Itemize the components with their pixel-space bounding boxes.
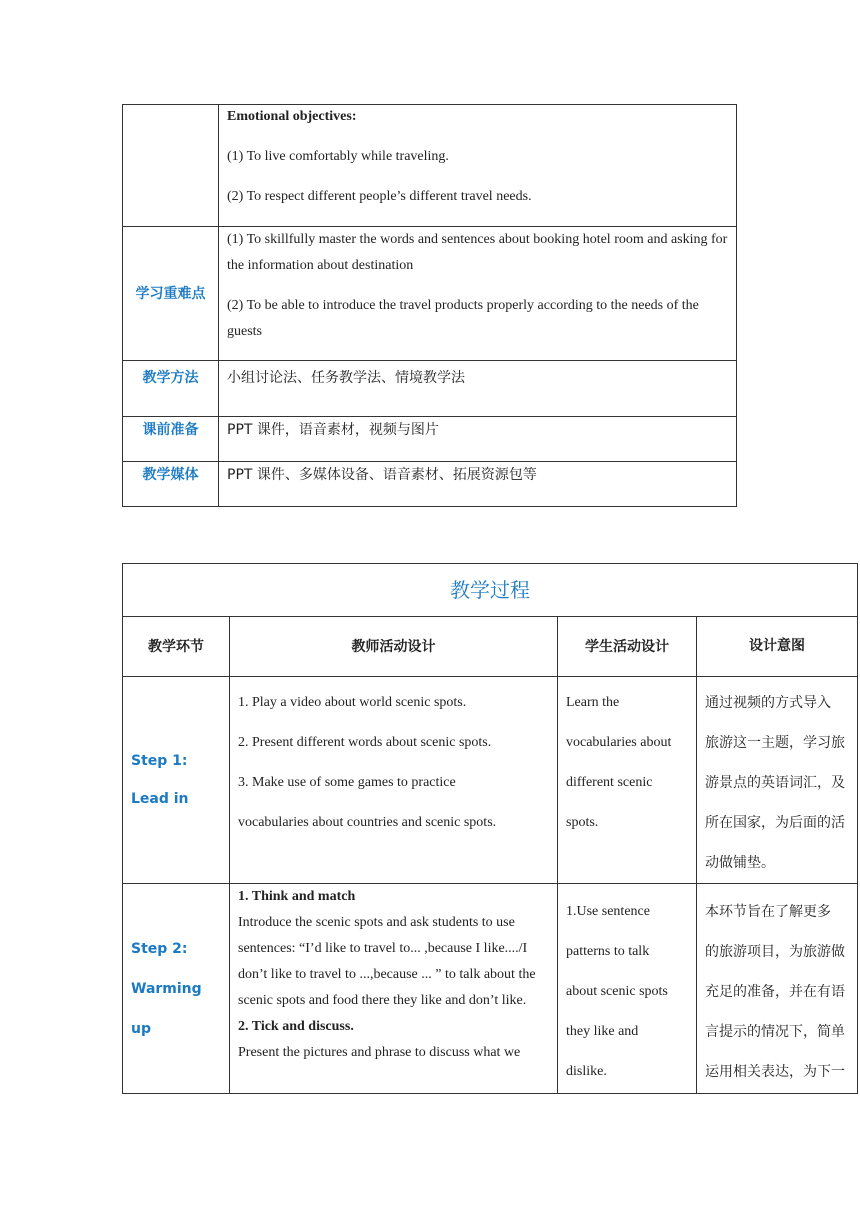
intent-cell	[697, 884, 858, 1094]
intent-line: 运用相关表达，为下一	[705, 1064, 845, 1080]
intent-line: 旅游这一主题，学习旅	[705, 735, 845, 751]
intent-line: 游景点的英语词汇，及	[705, 775, 845, 791]
teacher-paragraph: Introduce the scenic spots and ask students to use sentences: “I’d like to travel to... ,because I like..../I don’t like to travel to ...,because ... ” to talk about the scenic spots and food there they like and don’t like.	[238, 915, 536, 1008]
row-label: 教学方法	[123, 361, 219, 417]
intent-line: 言提示的情况下，简单	[705, 1024, 845, 1040]
emotional-item: (2) To respect different people’s different travel needs.	[227, 189, 532, 204]
row-value: 小组讨论法、任务教学法、情境教学法	[219, 361, 737, 417]
column-header: 设计意图	[697, 617, 858, 677]
key-points-cell	[219, 227, 737, 361]
row-label: 课前准备	[123, 417, 219, 462]
objectives-table	[122, 104, 737, 507]
step-cell	[123, 677, 230, 884]
teacher-line: 1. Play a video about world scenic spots.	[238, 695, 467, 710]
column-header: 教学环节	[123, 617, 230, 677]
row-value: PPT 课件，语音素材，视频与图片	[219, 417, 737, 462]
process-table	[122, 563, 858, 1094]
student-line: 1.Use sentence	[566, 904, 650, 919]
student-activity-cell	[558, 677, 697, 884]
intent-line: 通过视频的方式导入	[705, 695, 831, 711]
teacher-subheading: 2. Tick and discuss.	[238, 1019, 354, 1034]
teacher-activity-cell	[230, 677, 558, 884]
step-number: Step 2:	[131, 940, 188, 957]
emotional-heading: Emotional objectives:	[227, 109, 357, 124]
key-point: (1) To skillfully master the words and sentences about booking hotel room and asking for the information about destination	[227, 232, 728, 273]
emotional-item: (1) To live comfortably while traveling.	[227, 149, 449, 164]
process-title: 教学过程	[123, 564, 858, 617]
column-header: 学生活动设计	[558, 617, 697, 677]
step-name: Warming up	[131, 980, 202, 1037]
intent-line: 充足的准备，并在有语	[705, 984, 845, 1000]
row-label: 教学媒体	[123, 462, 219, 507]
column-header: 教师活动设计	[230, 617, 558, 677]
row-value: PPT 课件、多媒体设备、语音素材、拓展资源包等	[219, 462, 737, 507]
student-line: patterns to talk	[566, 944, 650, 959]
teacher-line: 3. Make use of some games to practice	[238, 775, 456, 790]
emotional-objectives-cell	[219, 105, 737, 227]
student-line: vocabularies about	[566, 735, 672, 750]
teacher-activity-cell	[230, 884, 558, 1094]
intent-line: 本环节旨在了解更多	[705, 904, 831, 920]
step-name: Lead in	[131, 791, 189, 807]
teacher-line: vocabularies about countries and scenic spots.	[238, 815, 497, 830]
intent-line: 的旅游项目，为旅游做	[705, 944, 845, 960]
empty-label-cell	[123, 105, 219, 227]
student-line: Learn the	[566, 695, 620, 710]
student-line: dislike.	[566, 1064, 607, 1079]
intent-cell	[697, 677, 858, 884]
row-label: 学习重难点	[123, 227, 219, 361]
teacher-line: 2. Present different words about scenic spots.	[238, 735, 492, 750]
intent-line: 所在国家，为后面的活	[705, 815, 845, 831]
student-line: spots.	[566, 815, 599, 830]
student-line: different scenic	[566, 775, 653, 790]
student-activity-cell	[558, 884, 697, 1094]
teacher-paragraph: Present the pictures and phrase to discuss what we	[238, 1045, 521, 1060]
step-number: Step 1:	[131, 753, 188, 769]
student-line: they like and	[566, 1024, 639, 1039]
teacher-subheading: 1. Think and match	[238, 889, 356, 904]
step-cell	[123, 884, 230, 1094]
student-line: about scenic spots	[566, 984, 668, 999]
intent-line: 动做铺垫。	[705, 855, 775, 871]
key-point: (2) To be able to introduce the travel products properly according to the needs of the guests	[227, 298, 699, 339]
